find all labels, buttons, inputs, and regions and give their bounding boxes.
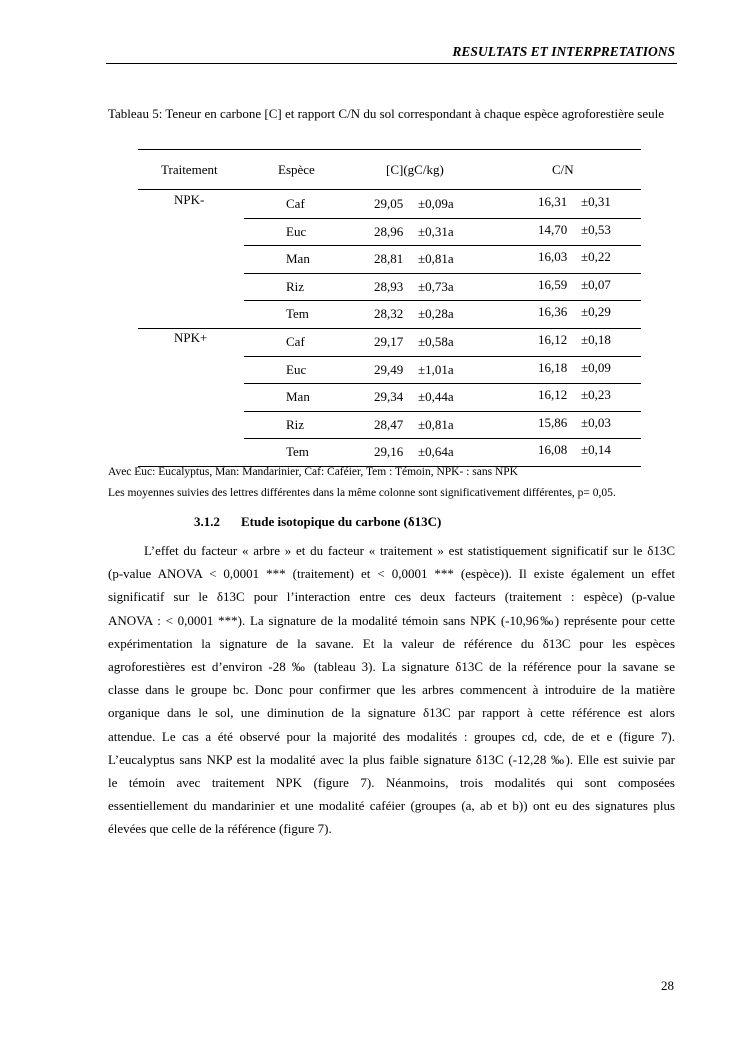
cell-cn-sd: ±0,31 <box>581 194 611 209</box>
cell-cn-mean: 15,86 <box>538 414 568 430</box>
cell-cn-sd: ±0,07 <box>581 276 611 292</box>
paragraph-line: le témoin avec traitement NPK (figure 7). Néanmoins, trois modalités qui sont composées <box>108 774 675 790</box>
cell-cn-mean: 16,36 <box>538 304 568 320</box>
cell-cn-mean: 16,08 <box>538 442 568 458</box>
cell-cn-sd: ±0,53 <box>581 221 611 237</box>
paragraph-line: organique dans le sol, une diminution de la signature δ13C par rapport à cette référence est alors <box>108 705 675 721</box>
cell-cn-sd: ±0,18 <box>581 332 611 347</box>
cell-cn-mean: 16,12 <box>538 332 568 347</box>
cell-c-mean: 29,05 <box>374 196 404 211</box>
row-rule <box>244 245 641 246</box>
cell-espece: Riz <box>286 416 305 432</box>
row-rule <box>244 273 641 274</box>
cell-espece: Tem <box>286 306 309 322</box>
row-rule <box>244 383 641 384</box>
column-header: [C](gC/kg) <box>386 162 444 177</box>
cell-cn-mean: 16,18 <box>538 359 568 375</box>
paragraph-line: ANOVA : < 0,0001 ***). La signature de la modalité témoin sans NPK (-10,96‰) représente pour cette <box>108 612 675 628</box>
cell-c-mean: 28,32 <box>374 306 404 322</box>
cell-c-sd: ±0,31a <box>418 223 454 239</box>
cell-espece: Caf <box>286 334 305 349</box>
paragraph-line: L’eucalyptus sans NKP est la modalité avec la plus faible signature δ13C (-12,28 ‰). Elle est suivie par <box>108 751 675 767</box>
cell-cn-sd: ±0,03 <box>581 414 611 430</box>
cell-c-sd: ±0,81a <box>418 416 454 432</box>
cell-c-mean: 28,81 <box>374 251 404 267</box>
cell-espece: Tem <box>286 444 309 460</box>
cell-c-mean: 29,17 <box>374 334 404 349</box>
cell-cn-sd: ±0,22 <box>581 249 611 265</box>
page-number: 28 <box>661 978 674 993</box>
section-title: Etude isotopique du carbone (δ13C) <box>241 514 442 529</box>
cell-espece: Euc <box>286 361 307 377</box>
column-header: C/N <box>552 162 574 177</box>
row-rule <box>244 438 641 439</box>
paragraph-line: significatif sur le δ13C pour l’interaction entre ces deux facteurs (traitement : espèce) (p-value <box>108 589 675 605</box>
paragraph-line: attendue. Le cas a été observé pour la majorité des modalités : groupes cd, cde, de et e (figure 7). <box>108 728 675 744</box>
treatment-label: NPK+ <box>174 330 208 345</box>
paragraph-line: expérimentation la signature de la savane. Et la valeur de référence du δ13C pour les espèces <box>108 635 675 651</box>
paragraph-line: classe dans le groupe bc. Donc pour confirmer que les arbres commencent à introduire de la matière <box>108 682 675 698</box>
cell-cn-mean: 14,70 <box>538 221 568 237</box>
column-header: Traitement <box>161 162 218 177</box>
table-top-rule <box>138 149 641 150</box>
row-rule <box>244 411 641 412</box>
table-note-significance: Les moyennes suivies des lettres différentes dans la même colonne sont significativement différentes, p= 0,05. <box>108 487 616 499</box>
cell-c-sd: ±0,28a <box>418 306 454 322</box>
table-note-abbreviations: Avec Euc: Eucalyptus, Man: Mandarinier, Caf: Caféier, Tem : Témoin, NPK- : sans NPK <box>108 466 518 478</box>
treatment-label: NPK- <box>174 192 205 207</box>
row-rule <box>244 218 641 219</box>
running-header: RESULTATS ET INTERPRETATIONS <box>452 44 675 59</box>
cell-c-sd: ±0,44a <box>418 389 454 405</box>
paragraph-line: élevées que celle de la référence (figure 7). <box>108 821 332 837</box>
body-paragraph <box>108 539 675 840</box>
paragraph-line: essentiellement du mandarinier et une modalité caféier (groupes (a, ab et b)) ont eu des signatures plus <box>108 798 675 814</box>
row-rule <box>244 300 641 301</box>
section-number: 3.1.2 <box>194 514 220 529</box>
cell-c-mean: 28,93 <box>374 278 404 294</box>
cell-c-mean: 29,34 <box>374 389 404 405</box>
group-rule <box>138 328 641 329</box>
cell-c-sd: ±0,58a <box>418 334 454 349</box>
paragraph-line: (p-value ANOVA < 0,0001 *** (traitement) et < 0,0001 *** (espèce)). Il existe également un effet <box>108 566 675 582</box>
cell-cn-sd: ±0,23 <box>581 387 611 403</box>
cell-espece: Man <box>286 251 310 267</box>
cell-c-sd: ±0,81a <box>418 251 454 267</box>
cell-cn-sd: ±0,14 <box>581 442 611 458</box>
cell-c-sd: ±0,09a <box>418 196 454 211</box>
cell-c-sd: ±0,73a <box>418 278 454 294</box>
cell-cn-mean: 16,03 <box>538 249 568 265</box>
cell-c-mean: 29,16 <box>374 444 404 460</box>
cell-cn-sd: ±0,29 <box>581 304 611 320</box>
cell-c-sd: ±1,01a <box>418 361 454 377</box>
column-header: Espèce <box>278 162 315 177</box>
header-rule <box>106 63 677 64</box>
cell-cn-mean: 16,12 <box>538 387 568 403</box>
cell-cn-mean: 16,31 <box>538 194 568 209</box>
cell-espece: Caf <box>286 196 305 211</box>
paragraph-line: L’effet du facteur « arbre » et du facteur « traitement » est statistiquement significatif sur le δ13C <box>144 543 675 558</box>
cell-c-sd: ±0,64a <box>418 444 454 460</box>
cell-cn-mean: 16,59 <box>538 276 568 292</box>
cell-espece: Euc <box>286 223 307 239</box>
cell-cn-sd: ±0,09 <box>581 359 611 375</box>
cell-c-mean: 28,47 <box>374 416 404 432</box>
cell-espece: Man <box>286 389 310 405</box>
cell-espece: Riz <box>286 278 305 294</box>
cell-c-mean: 28,96 <box>374 223 404 239</box>
table-header-rule <box>138 189 641 190</box>
row-rule <box>244 356 641 357</box>
table-caption: Tableau 5: Teneur en carbone [C] et rapport C/N du sol correspondant à chaque espèce agroforestière seule <box>108 106 664 121</box>
paragraph-line: agroforestières est d’environ -28 ‰ (tableau 3). La signature δ13C de la référence pour la savane se <box>108 658 675 674</box>
cell-c-mean: 29,49 <box>374 361 404 377</box>
